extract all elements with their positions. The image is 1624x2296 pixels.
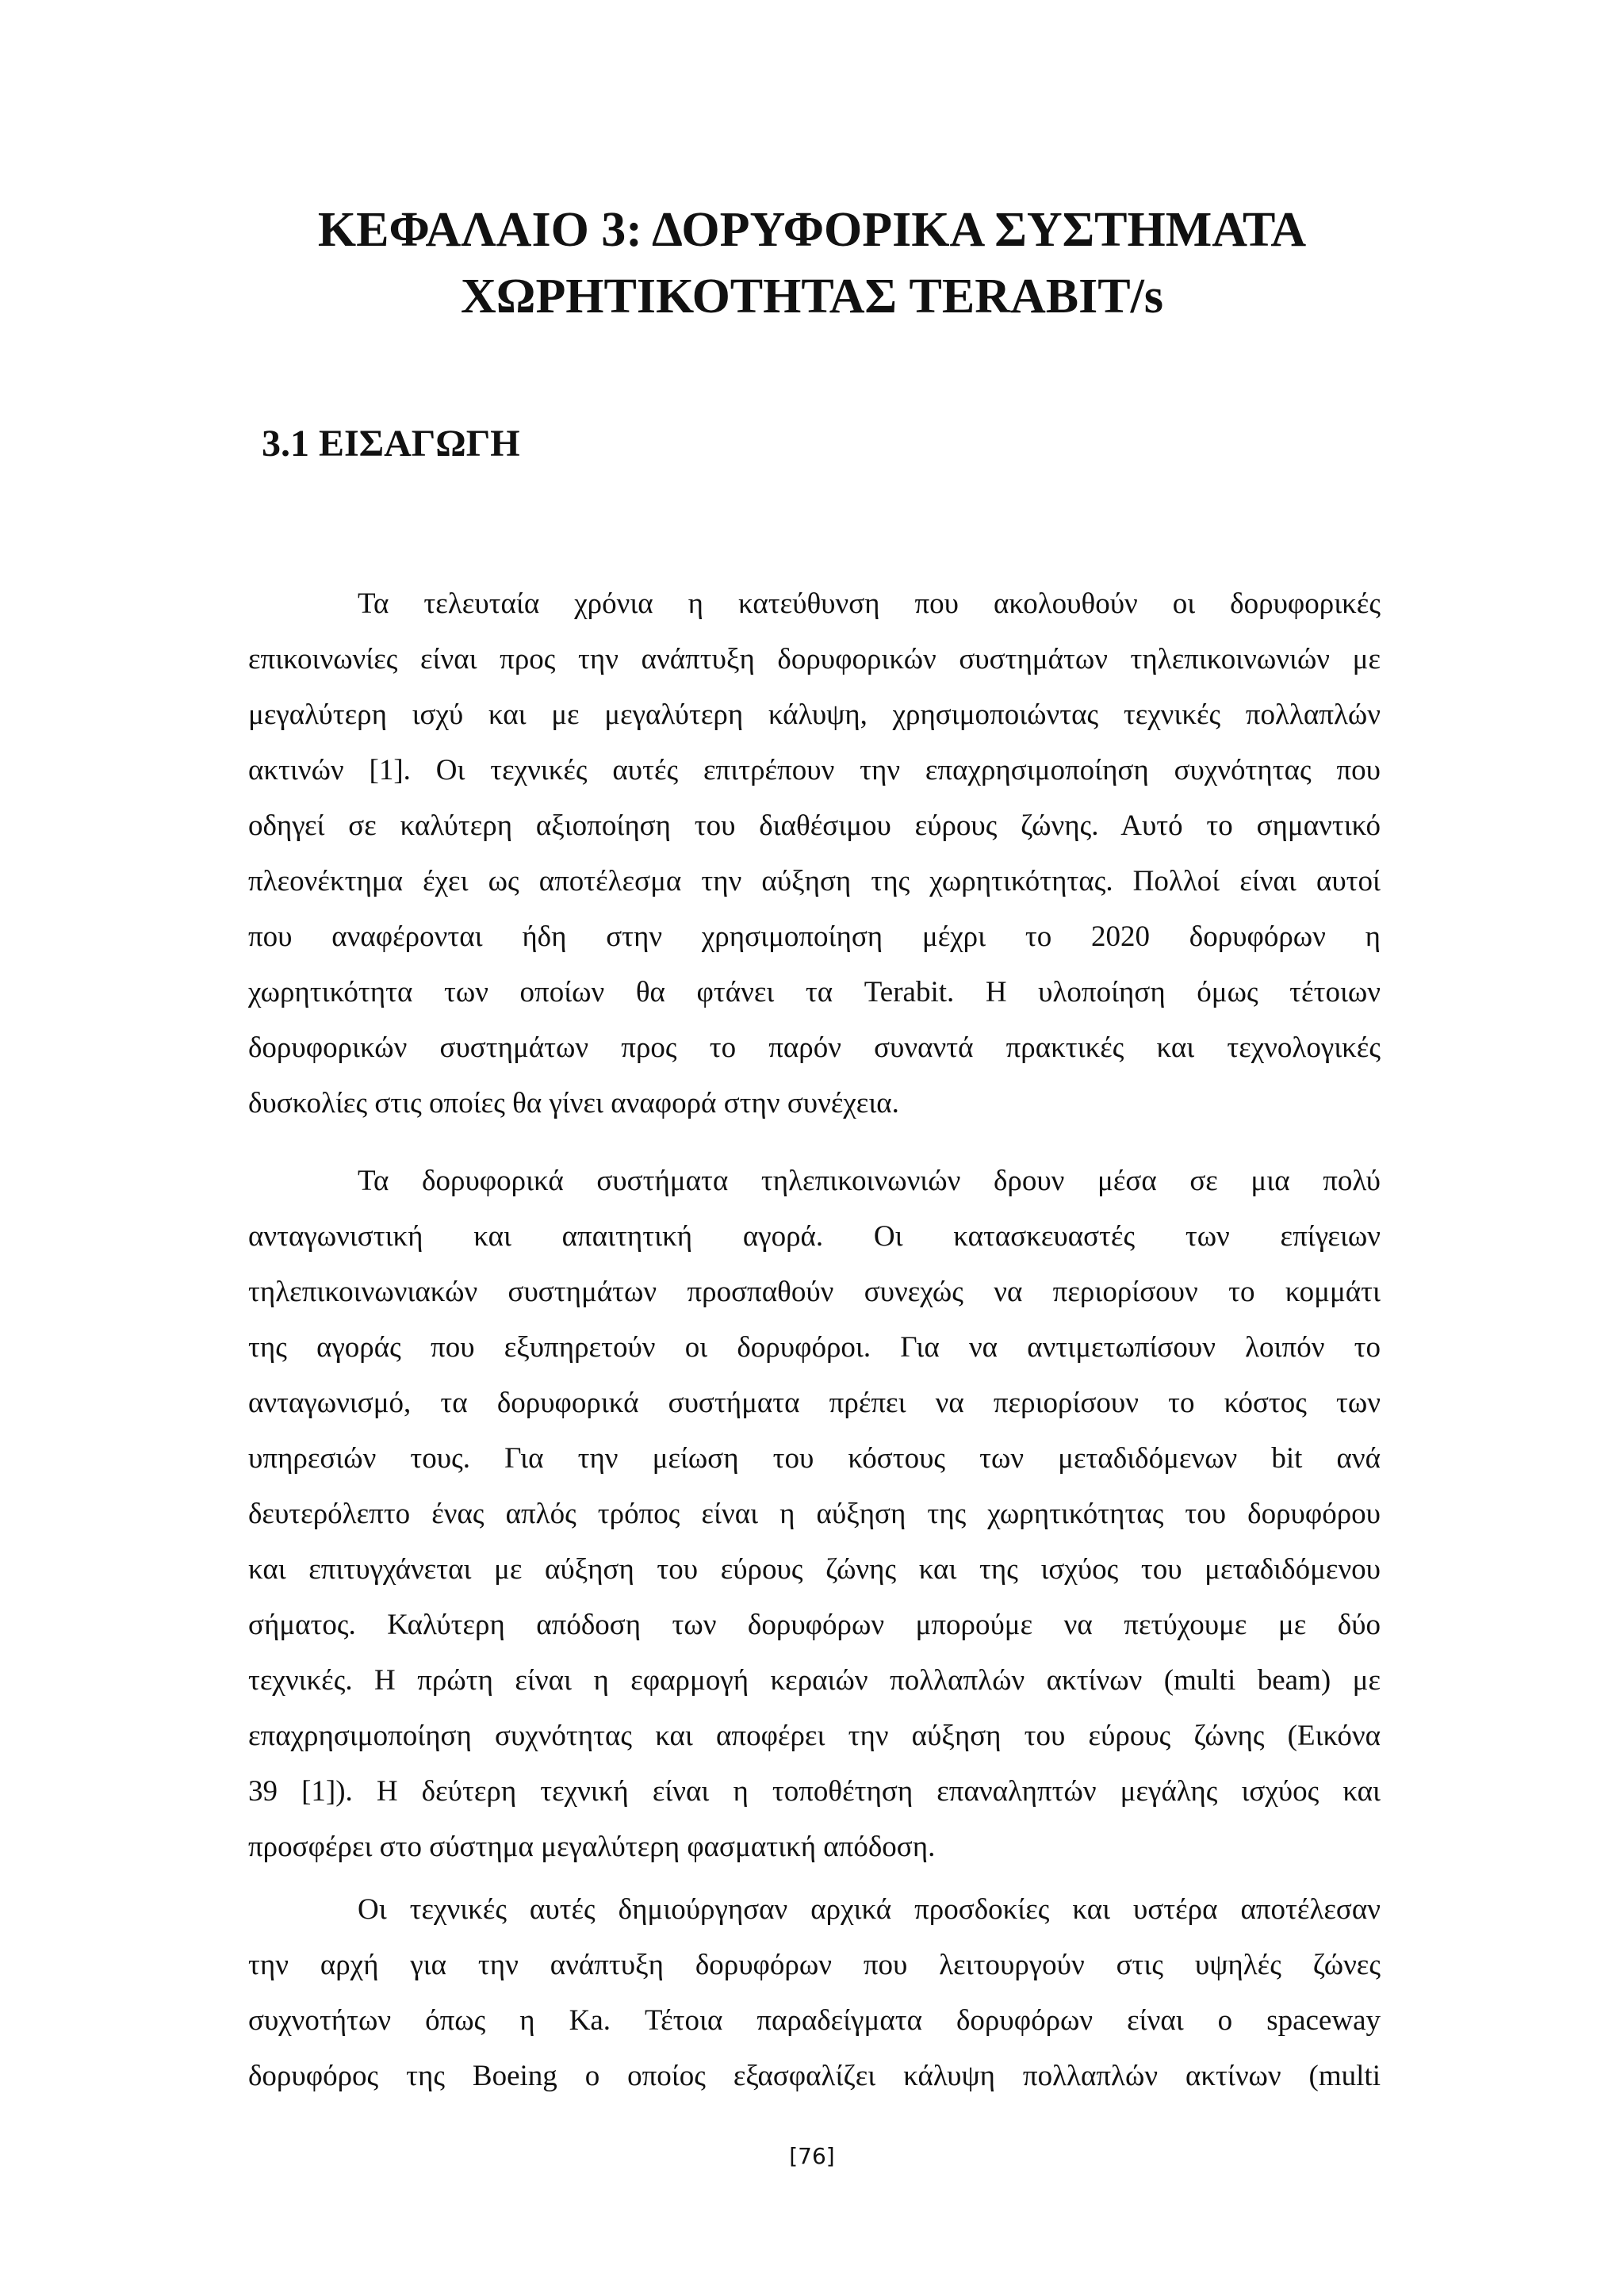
page-number: [76] bbox=[789, 2143, 835, 2169]
paragraph-line: συχνοτήτων όπως η Ka. Τέτοια παραδείγματα δορυφόρων είναι ο spaceway bbox=[248, 2004, 1381, 2037]
paragraph-line: Τα τελευταία χρόνια η κατεύθυνση που ακολουθούν οι δορυφορικές bbox=[358, 587, 1381, 620]
body-paragraph-2 bbox=[248, 1154, 1381, 1875]
paragraph-line: υπηρεσιών τους. Για την μείωση του κόστους των μεταδιδόμενων bit ανά bbox=[248, 1442, 1381, 1475]
paragraph-line: 39 [1]). Η δεύτερη τεχνική είναι η τοποθέτηση επαναληπτών μεγάλης ισχύος και bbox=[248, 1775, 1381, 1808]
paragraph-line: τηλεπικοινωνιακών συστημάτων προσπαθούν συνεχώς να περιορίσουν το κομμάτι bbox=[248, 1276, 1381, 1308]
paragraph-line: δυσκολίες στις οποίες θα γίνει αναφορά στην συνέχεια. bbox=[248, 1087, 899, 1119]
paragraph-line: δευτερόλεπτο ένας απλός τρόπος είναι η αύξηση της χωρητικότητας του δορυφόρου bbox=[248, 1498, 1381, 1530]
paragraph-line: επαχρησιμοποίηση συχνότητας και αποφέρει την αύξηση του εύρους ζώνης (Εικόνα bbox=[248, 1720, 1381, 1752]
body-paragraph-3 bbox=[248, 1882, 1381, 2104]
paragraph-line: πλεονέκτημα έχει ως αποτέλεσμα την αύξηση της χωρητικότητας. Πολλοί είναι αυτοί bbox=[248, 865, 1381, 897]
chapter-title bbox=[0, 197, 1624, 330]
paragraph-line: ανταγωνισμό, τα δορυφορικά συστήματα πρέπει να περιορίσουν το κόστος των bbox=[248, 1387, 1381, 1419]
chapter-title-line-2: ΧΩΡΗΤΙΚΟΤΗΤΑΣ TERABIT/s bbox=[461, 270, 1163, 323]
paragraph-line: οδηγεί σε καλύτερη αξιοποίηση του διαθέσιμου εύρους ζώνης. Αυτό το σημαντικό bbox=[248, 809, 1381, 842]
paragraph-line: σήματος. Καλύτερη απόδοση των δορυφόρων μπορούμε να πετύχουμε με δύο bbox=[248, 1609, 1381, 1641]
paragraph-line: Οι τεχνικές αυτές δημιούργησαν αρχικά προσδοκίες και υστέρα αποτέλεσαν bbox=[358, 1893, 1381, 1926]
body-paragraph-1 bbox=[248, 576, 1381, 1131]
paragraph-line: χωρητικότητα των οποίων θα φτάνει τα Terabit. Η υλοποίηση όμως τέτοιων bbox=[248, 976, 1381, 1008]
paragraph-line: δορυφορικών συστημάτων προς το παρόν συναντά πρακτικές και τεχνολογικές bbox=[248, 1031, 1381, 1064]
section-heading: 3.1 ΕΙΣΑΓΩΓΗ bbox=[262, 423, 520, 465]
paragraph-line: ακτινών [1]. Οι τεχνικές αυτές επιτρέπουν την επαχρησιμοποίηση συχνότητας που bbox=[248, 754, 1381, 786]
paragraph-line: επικοινωνίες είναι προς την ανάπτυξη δορυφορικών συστημάτων τηλεπικοινωνιών με bbox=[248, 643, 1381, 675]
paragraph-line: τεχνικές. Η πρώτη είναι η εφαρμογή κεραιών πολλαπλών ακτίνων (multi beam) με bbox=[248, 1664, 1381, 1697]
paragraph-line: δορυφόρος της Boeing ο οποίος εξασφαλίζει κάλυψη πολλαπλών ακτίνων (multi bbox=[248, 2060, 1381, 2092]
paragraph-line: ανταγωνιστική και απαιτητική αγορά. Οι κατασκευαστές των επίγειων bbox=[248, 1220, 1381, 1253]
chapter-title-line-1: ΚΕΦΑΛΑΙΟ 3: ΔΟΡΥΦΟΡΙΚΑ ΣΥΣΤΗΜΑΤΑ bbox=[317, 203, 1307, 257]
paragraph-line: προσφέρει στο σύστημα μεγαλύτερη φασματική απόδοση. bbox=[248, 1831, 936, 1863]
paragraph-line: μεγαλύτερη ισχύ και με μεγαλύτερη κάλυψη, χρησιμοποιώντας τεχνικές πολλαπλών bbox=[248, 698, 1381, 731]
paragraph-line: Τα δορυφορικά συστήματα τηλεπικοινωνιών δρουν μέσα σε μια πολύ bbox=[358, 1165, 1381, 1197]
paragraph-line: της αγοράς που εξυπηρετούν οι δορυφόροι. Για να αντιμετωπίσουν λοιπόν το bbox=[248, 1331, 1381, 1364]
paragraph-line: και επιτυγχάνεται με αύξηση του εύρους ζώνης και της ισχύος του μεταδιδόμενου bbox=[248, 1553, 1381, 1586]
paragraph-line: που αναφέρονται ήδη στην χρησιμοποίηση μέχρι το 2020 δορυφόρων η bbox=[248, 920, 1381, 953]
paragraph-line: την αρχή για την ανάπτυξη δορυφόρων που λειτουργούν στις υψηλές ζώνες bbox=[248, 1949, 1381, 1981]
